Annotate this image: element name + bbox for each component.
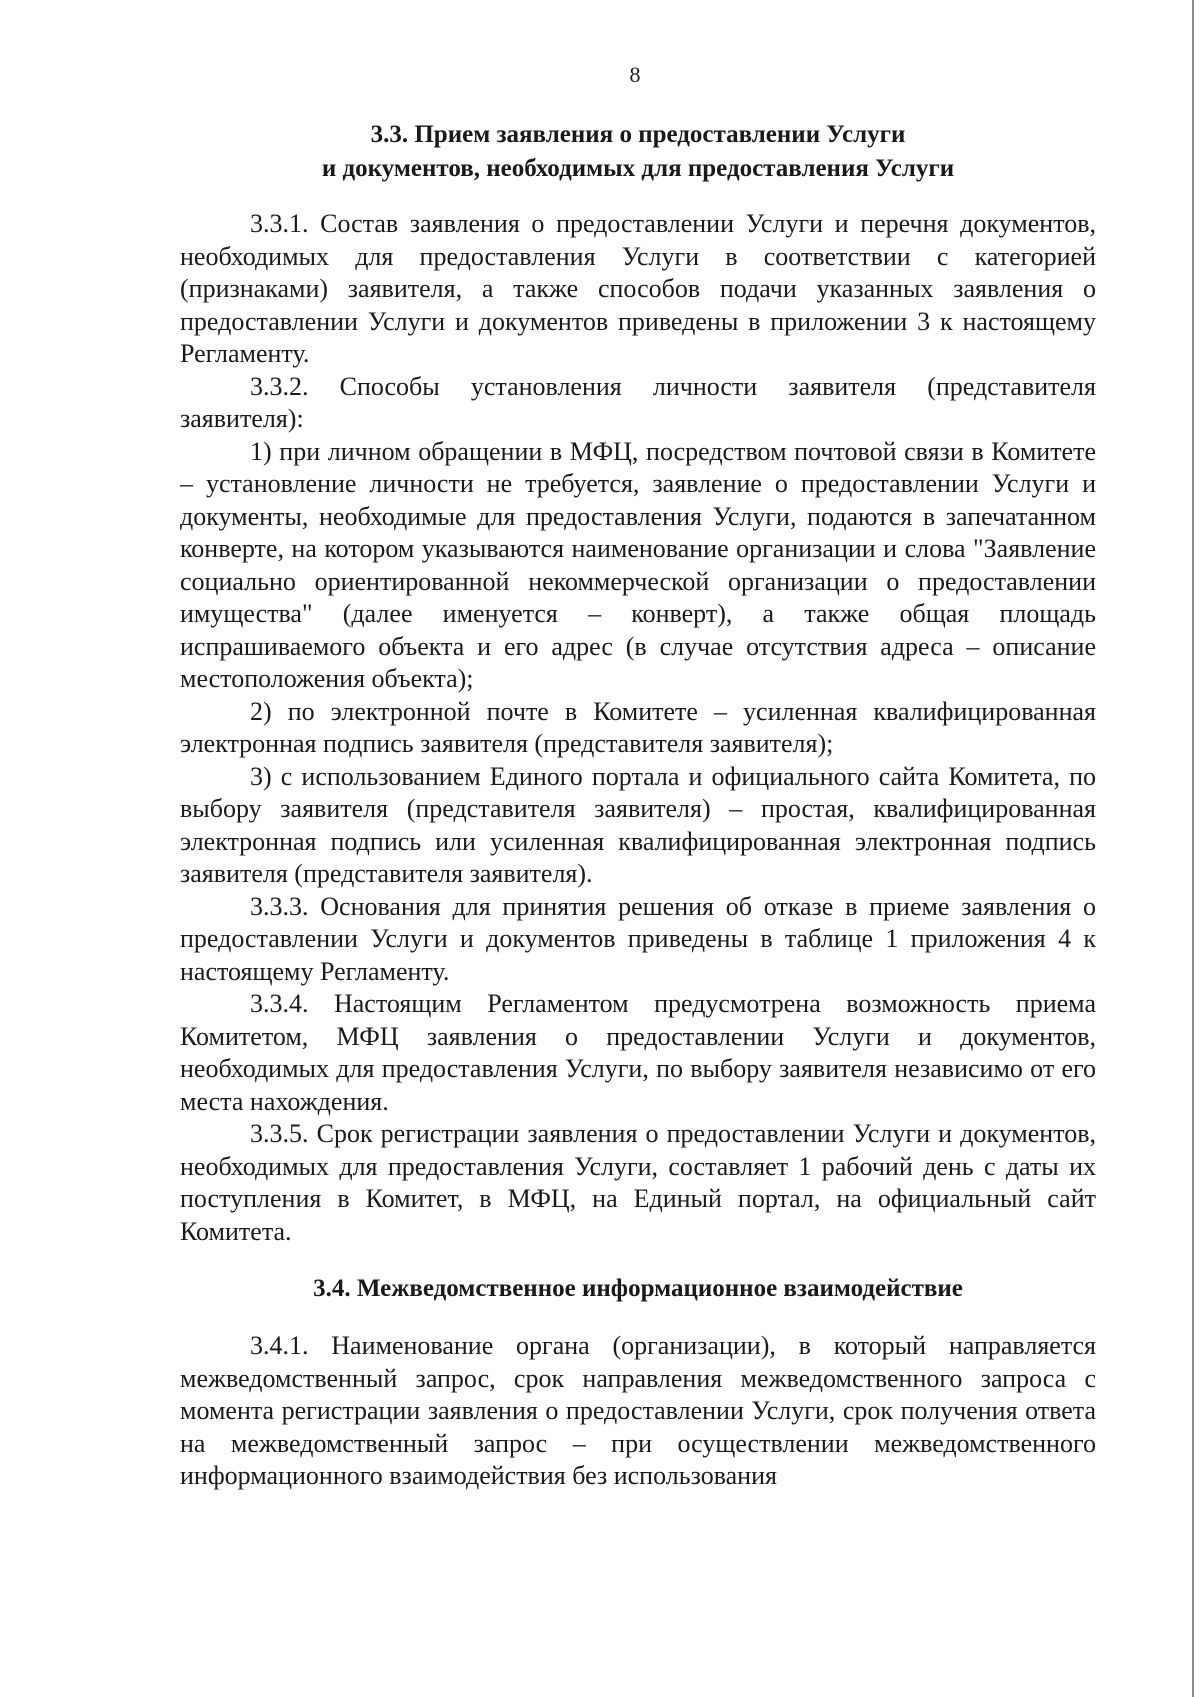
list-item-3: 3) с использованием Единого портала и официального сайта Комитета, по выбору заявителя (представителя заявителя) – простая, квалифицированная электронная подпись или усиленная квалифицированная электронная подпись заявителя (представителя заявителя). [180,761,1096,888]
paragraph-3-3-4: 3.3.4. Настоящим Регламентом предусмотрена возможность приема Комитетом, МФЦ заявления о предоставлении Услуги и документов, необходимых для предоставления Услуги, по выбору заявителя независимо от его места нахождения. [180,989,1096,1116]
section-heading-line: 3.3. Прием заявления о предоставлении Услуги [370,121,906,148]
list-item-2: 2) по электронной почте в Комитете – усиленная квалифицированная электронная подпись заявителя (представителя заявителя); [180,696,1096,758]
section-heading-line: и документов, необходимых для предоставления Услуги [321,155,955,182]
paragraph-3-4-1: 3.4.1. Наименование органа (организации), в который направляется межведомственный запрос, срок направления межведомственного запроса с момента регистрации заявления о предоставлении Услуги, срок получения ответа на межведомственный запрос – при осуществлении межведомственного информационного взаимодействия без использования [180,1331,1096,1490]
paragraph-3-3-2: 3.3.2. Способы установления личности заявителя (представителя заявителя): [180,371,1096,433]
section-heading-3-3 [180,118,1096,186]
paragraph-3-3-3: 3.3.3. Основания для принятия решения об отказе в приеме заявления о предоставлении Услуги и документов приведены в таблице 1 приложения 4 к настоящему Регламенту. [180,891,1096,986]
page-edge-line [1192,0,1194,1697]
list-item-1: 1) при личном обращении в МФЦ, посредством почтовой связи в Комитете – установление личности не требуется, заявление о предоставлении Услуги и документы, необходимые для предоставления Услуги, подаются в запечатанном конверте, на котором указываются наименование организации и слова "Заявление социально ориентированной некоммерческой организации о предоставлении имущества" (далее именуется – конверт), а также общая площадь испрашиваемого объекта и его адрес (в случае отсутствия адреса – описание местоположения объекта); [180,436,1096,693]
paragraph-3-3-1: 3.3.1. Состав заявления о предоставлении Услуги и перечня документов, необходимых для предоставления Услуги в соответствии с категорией (признаками) заявителя, а также способов подачи указанных заявления о предоставлении Услуги и документов приведены в приложении 3 к настоящему Регламенту. [180,209,1096,368]
document-body [180,118,1096,1493]
section-heading-3-4: 3.4. Межведомственное информационное взаимодействие [313,1275,963,1302]
page-number: 8 [629,62,641,87]
paragraph-3-3-5: 3.3.5. Срок регистрации заявления о предоставлении Услуги и документов, необходимых для предоставления Услуги, составляет 1 рабочий день с даты их поступления в Комитет, в МФЦ, на Единый портал, на официальный сайт Комитета. [180,1119,1096,1246]
